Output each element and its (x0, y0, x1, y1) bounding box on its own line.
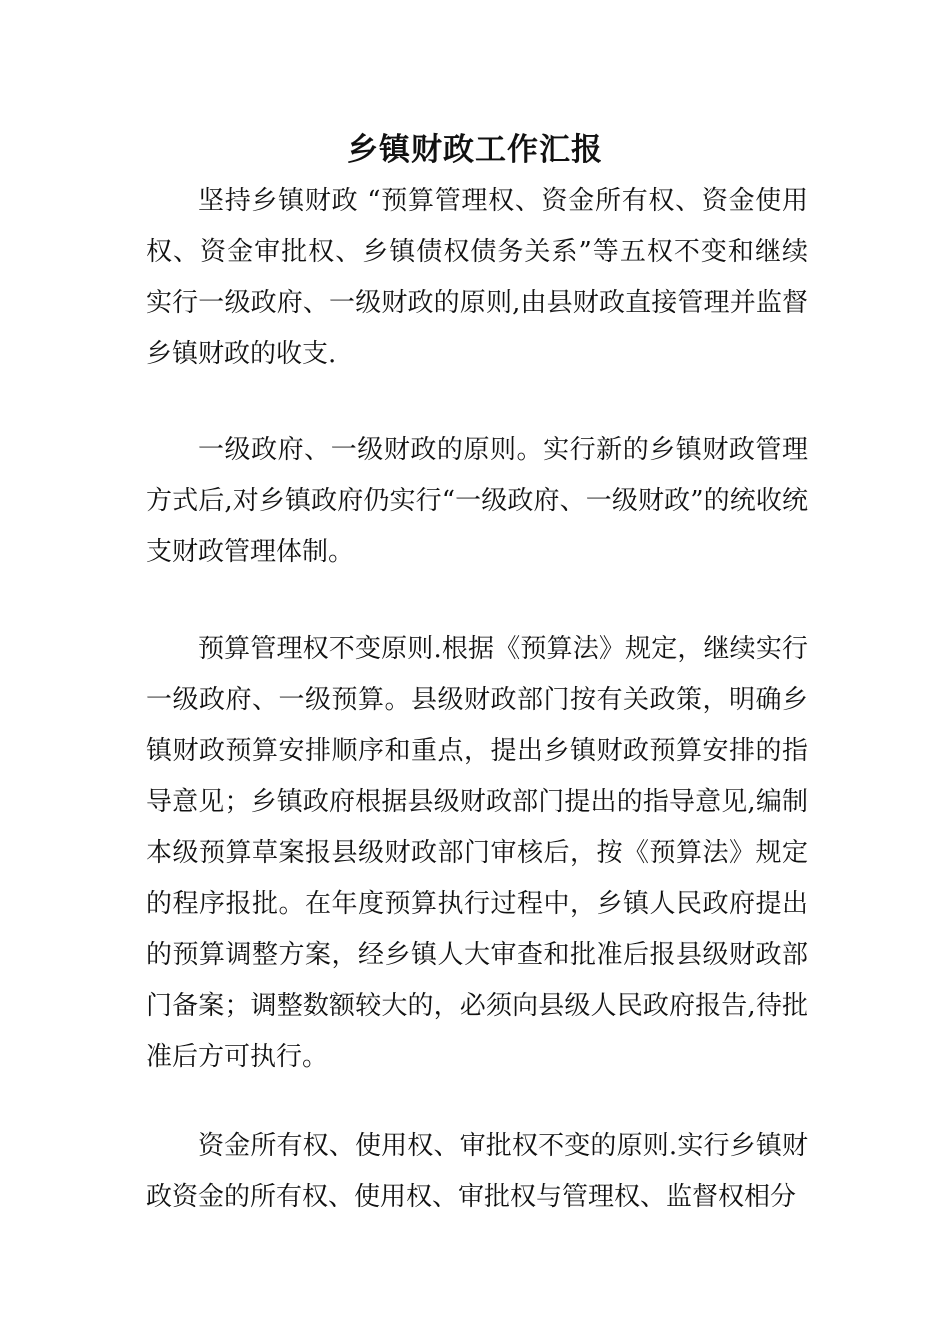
paragraph-five-rights: 坚持乡镇财政 “预算管理权、资金所有权、资金使用权、资金审批权、乡镇债权债务关系”等五权不变和继续实行一级政府、一级财政的原则,由县财政直接管理并监督乡镇财政的收支. (146, 186, 808, 369)
document-title: 乡镇财政工作汇报 (347, 132, 603, 168)
paragraph-budget-management: 预算管理权不变原则.根据《预算法》规定，继续实行一级政府、一级预算。县级财政部门按有关政策，明确乡镇财政预算安排顺序和重点，提出乡镇财政预算安排的指导意见；乡镇政府根据县级财政部门提出的指导意见,编制本级预算草案报县级财政部门审核后，按《预算法》规定的程序报批。在年度预算执行过程中，乡镇人民政府提出的预算调整方案，经乡镇人大审查和批准后报县级财政部门备案；调整数额较大的，必须向县级人民政府报告,待批准后方可执行。 (146, 634, 808, 1072)
paragraph-fund-ownership: 资金所有权、使用权、审批权不变的原则.实行乡镇财政资金的所有权、使用权、审批权与管理权、监督权相分 (146, 1131, 808, 1212)
paragraph-one-government-one-finance: 一级政府、一级财政的原则。实行新的乡镇财政管理方式后,对乡镇政府仍实行“一级政府、一级财政”的统收统支财政管理体制。 (146, 435, 808, 567)
